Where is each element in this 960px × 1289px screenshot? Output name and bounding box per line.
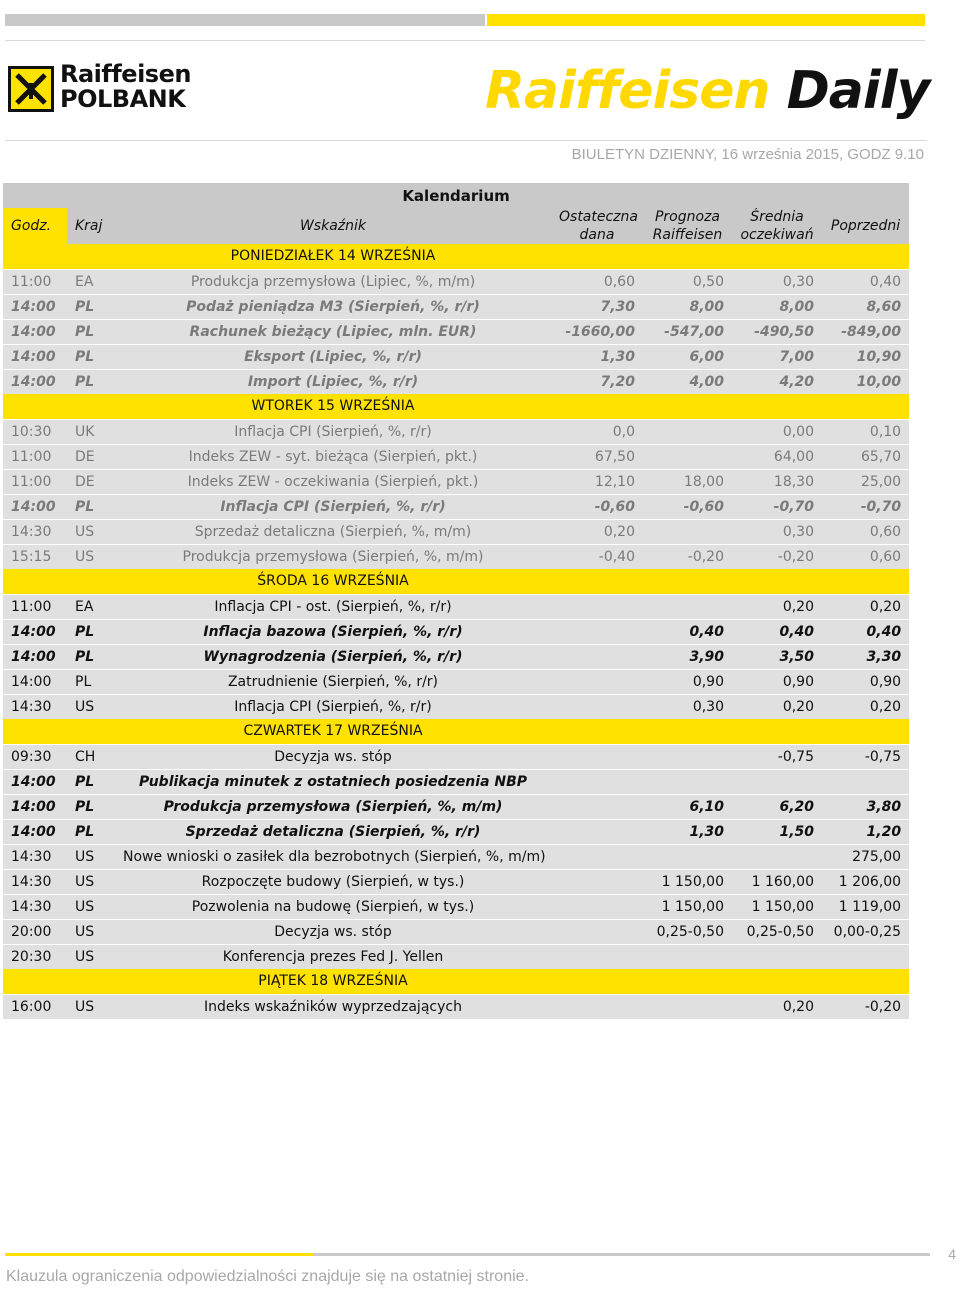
day-label: PIĄTEK 18 WRZEŚNIA	[115, 969, 551, 994]
cell-time: 09:30	[3, 744, 67, 769]
cell-previous: 0,20	[822, 594, 909, 619]
cell-time: 14:30	[3, 844, 67, 869]
cell-previous: 10,00	[822, 369, 909, 394]
cell-indicator: Sprzedaż detaliczna (Sierpień, %, r/r)	[115, 819, 551, 844]
table-row	[3, 744, 909, 769]
cell-previous: 275,00	[822, 844, 909, 869]
cell-indicator: Podaż pieniądza M3 (Sierpień, %, r/r)	[115, 294, 551, 319]
cell-indicator: Inflacja CPI (Sierpień, %, r/r)	[115, 419, 551, 444]
cell-time: 14:00	[3, 319, 67, 344]
cell-consensus: 0,20	[732, 594, 822, 619]
table-row	[3, 919, 909, 944]
cell-indicator: Rachunek bieżący (Lipiec, mln. EUR)	[115, 319, 551, 344]
cell-previous: 1 206,00	[822, 869, 909, 894]
cell-indicator: Nowe wnioski o zasiłek dla bezrobotnych (Sierpień, %, m/m)	[115, 844, 551, 869]
cell-indicator: Indeks ZEW - oczekiwania (Sierpień, pkt.)	[115, 469, 551, 494]
cell-country: PL	[67, 669, 115, 694]
cell-country: US	[67, 869, 115, 894]
cell-forecast: -0,60	[643, 494, 732, 519]
footer-bar-yellow	[5, 1253, 313, 1256]
cell-previous	[822, 944, 909, 969]
table-row	[3, 619, 909, 644]
cell-consensus: 8,00	[732, 294, 822, 319]
cell-forecast: 18,00	[643, 469, 732, 494]
col-header-time: Godz.	[3, 208, 67, 244]
cell-country: PL	[67, 819, 115, 844]
cell-indicator: Import (Lipiec, %, r/r)	[115, 369, 551, 394]
cell-actual	[551, 994, 643, 1019]
cell-forecast: 0,50	[643, 269, 732, 294]
cell-country: EA	[67, 594, 115, 619]
cell-consensus: 3,50	[732, 644, 822, 669]
cell-actual	[551, 769, 643, 794]
cell-country: US	[67, 919, 115, 944]
cell-actual	[551, 794, 643, 819]
cell-country: US	[67, 844, 115, 869]
cell-indicator: Konferencja prezes Fed J. Yellen	[115, 944, 551, 969]
cell-consensus: 0,20	[732, 994, 822, 1019]
top-divider	[5, 40, 925, 41]
header-divider	[5, 140, 927, 141]
cell-time: 14:30	[3, 894, 67, 919]
day-header-row	[3, 719, 909, 744]
cell-previous: -0,70	[822, 494, 909, 519]
cell-forecast: -547,00	[643, 319, 732, 344]
cell-consensus: -0,20	[732, 544, 822, 569]
raiffeisen-daily-title	[485, 56, 929, 126]
page-number: 4	[948, 1246, 956, 1262]
cell-indicator: Produkcja przemysłowa (Sierpień, %, m/m)	[115, 544, 551, 569]
cell-country: US	[67, 544, 115, 569]
cell-time: 11:00	[3, 269, 67, 294]
cell-actual	[551, 744, 643, 769]
cell-actual: 7,30	[551, 294, 643, 319]
cell-actual: -0,40	[551, 544, 643, 569]
cell-actual: 7,20	[551, 369, 643, 394]
cell-previous: 8,60	[822, 294, 909, 319]
table-row	[3, 594, 909, 619]
cell-forecast: 0,90	[643, 669, 732, 694]
table-row	[3, 519, 909, 544]
cell-consensus: 0,00	[732, 419, 822, 444]
cell-indicator: Decyzja ws. stóp	[115, 919, 551, 944]
table-row	[3, 944, 909, 969]
cell-consensus: 1 160,00	[732, 869, 822, 894]
table-row	[3, 794, 909, 819]
table-row	[3, 694, 909, 719]
cell-previous: 0,60	[822, 519, 909, 544]
cell-forecast: 6,00	[643, 344, 732, 369]
cell-consensus: 7,00	[732, 344, 822, 369]
cell-country: EA	[67, 269, 115, 294]
brand-part-1: Raiffeisen	[485, 61, 770, 121]
cell-forecast: 3,90	[643, 644, 732, 669]
cell-country: PL	[67, 794, 115, 819]
cell-time: 10:30	[3, 419, 67, 444]
cell-actual: 0,0	[551, 419, 643, 444]
cell-actual: 0,20	[551, 519, 643, 544]
cell-time: 15:15	[3, 544, 67, 569]
cell-time: 14:00	[3, 619, 67, 644]
cell-consensus: 0,90	[732, 669, 822, 694]
cell-time: 11:00	[3, 469, 67, 494]
cell-consensus: 64,00	[732, 444, 822, 469]
cell-actual: -0,60	[551, 494, 643, 519]
table-row	[3, 769, 909, 794]
cell-time: 14:30	[3, 519, 67, 544]
cell-indicator: Inflacja CPI (Sierpień, %, r/r)	[115, 494, 551, 519]
table-row	[3, 369, 909, 394]
day-header-row	[3, 569, 909, 594]
cell-country: PL	[67, 769, 115, 794]
day-label: ŚRODA 16 WRZEŚNIA	[115, 569, 551, 594]
table-row	[3, 469, 909, 494]
cell-actual: 1,30	[551, 344, 643, 369]
cell-time: 14:00	[3, 644, 67, 669]
cell-forecast: 6,10	[643, 794, 732, 819]
col-header-previous: Poprzedni	[822, 208, 909, 244]
cell-actual: 0,60	[551, 269, 643, 294]
cell-time: 14:00	[3, 294, 67, 319]
cell-indicator: Produkcja przemysłowa (Sierpień, %, m/m)	[115, 794, 551, 819]
cell-consensus	[732, 844, 822, 869]
cell-forecast: -0,20	[643, 544, 732, 569]
cell-forecast: 0,30	[643, 694, 732, 719]
cell-country: PL	[67, 644, 115, 669]
cell-previous: 0,40	[822, 619, 909, 644]
logo-line-2: POLBANK	[60, 85, 186, 113]
cell-previous: -849,00	[822, 319, 909, 344]
cell-time: 14:00	[3, 794, 67, 819]
cell-actual	[551, 894, 643, 919]
cell-indicator: Publikacja minutek z ostatniech posiedzenia NBP	[115, 769, 551, 794]
cell-country: PL	[67, 344, 115, 369]
cell-indicator: Indeks wskaźników wyprzedzających	[115, 994, 551, 1019]
cell-consensus: 0,30	[732, 519, 822, 544]
col-header-consensus: Średnia oczekiwań	[732, 208, 822, 244]
cell-consensus	[732, 769, 822, 794]
cell-previous: 0,90	[822, 669, 909, 694]
cell-country: US	[67, 894, 115, 919]
cell-country: PL	[67, 369, 115, 394]
cell-time: 14:30	[3, 694, 67, 719]
cell-country: PL	[67, 619, 115, 644]
table-row	[3, 319, 909, 344]
cell-consensus: 1 150,00	[732, 894, 822, 919]
cell-time: 14:00	[3, 819, 67, 844]
cell-actual: -1660,00	[551, 319, 643, 344]
cell-previous: 0,10	[822, 419, 909, 444]
cell-country: US	[67, 694, 115, 719]
cell-actual: 12,10	[551, 469, 643, 494]
cell-previous: -0,20	[822, 994, 909, 1019]
top-bar-gray	[5, 14, 485, 26]
cell-country: DE	[67, 444, 115, 469]
cell-forecast: 1 150,00	[643, 894, 732, 919]
cell-forecast: 4,00	[643, 369, 732, 394]
table-row	[3, 844, 909, 869]
logo-line-1: Raiffeisen	[60, 60, 191, 88]
cell-indicator: Eksport (Lipiec, %, r/r)	[115, 344, 551, 369]
cell-consensus: 4,20	[732, 369, 822, 394]
cell-actual	[551, 944, 643, 969]
cell-consensus: -490,50	[732, 319, 822, 344]
cell-indicator: Produkcja przemysłowa (Lipiec, %, m/m)	[115, 269, 551, 294]
cell-previous: 65,70	[822, 444, 909, 469]
cell-consensus: 0,20	[732, 694, 822, 719]
cell-forecast	[643, 519, 732, 544]
gable-cross-icon	[8, 66, 54, 112]
day-label: WTOREK 15 WRZEŚNIA	[115, 394, 551, 419]
cell-consensus	[732, 944, 822, 969]
cell-country: PL	[67, 294, 115, 319]
table-row	[3, 269, 909, 294]
cell-consensus: -0,70	[732, 494, 822, 519]
cell-consensus: 1,50	[732, 819, 822, 844]
cell-indicator: Rozpoczęte budowy (Sierpień, w tys.)	[115, 869, 551, 894]
cell-country: CH	[67, 744, 115, 769]
cell-previous: 1 119,00	[822, 894, 909, 919]
logo-wordmark	[60, 62, 191, 112]
cell-forecast	[643, 844, 732, 869]
table-row	[3, 494, 909, 519]
cell-country: US	[67, 519, 115, 544]
table-row	[3, 819, 909, 844]
cell-previous: 1,20	[822, 819, 909, 844]
cell-previous: -0,75	[822, 744, 909, 769]
cell-time: 14:00	[3, 369, 67, 394]
cell-time: 14:00	[3, 669, 67, 694]
cell-indicator: Indeks ZEW - syt. bieżąca (Sierpień, pkt.)	[115, 444, 551, 469]
cell-previous: 0,60	[822, 544, 909, 569]
cell-previous	[822, 769, 909, 794]
table-row	[3, 994, 909, 1019]
calendar-table	[3, 183, 909, 1019]
table-row	[3, 294, 909, 319]
cell-country: US	[67, 994, 115, 1019]
cell-time: 20:30	[3, 944, 67, 969]
cell-forecast: 1 150,00	[643, 869, 732, 894]
cell-actual: 67,50	[551, 444, 643, 469]
cell-time: 16:00	[3, 994, 67, 1019]
cell-time: 14:00	[3, 494, 67, 519]
col-header-indicator: Wskaźnik	[115, 208, 551, 244]
bulletin-date: BIULETYN DZIENNY, 16 września 2015, GODZ 9.10	[571, 146, 924, 163]
table-row	[3, 669, 909, 694]
cell-previous: 0,00-0,25	[822, 919, 909, 944]
table-row	[3, 544, 909, 569]
cell-forecast	[643, 744, 732, 769]
cell-time: 14:00	[3, 344, 67, 369]
raiffeisen-polbank-logo	[8, 60, 191, 116]
cell-actual	[551, 844, 643, 869]
cell-forecast	[643, 594, 732, 619]
cell-consensus: 0,40	[732, 619, 822, 644]
cell-indicator: Inflacja CPI (Sierpień, %, r/r)	[115, 694, 551, 719]
top-bar-yellow	[487, 14, 925, 26]
cell-forecast: 1,30	[643, 819, 732, 844]
table-row	[3, 869, 909, 894]
cell-forecast: 0,40	[643, 619, 732, 644]
cell-forecast	[643, 994, 732, 1019]
cell-country: UK	[67, 419, 115, 444]
cell-indicator: Decyzja ws. stóp	[115, 744, 551, 769]
cell-previous: 0,20	[822, 694, 909, 719]
cell-indicator: Inflacja CPI - ost. (Sierpień, %, r/r)	[115, 594, 551, 619]
cell-time: 14:30	[3, 869, 67, 894]
cell-indicator: Pozwolenia na budowę (Sierpień, w tys.)	[115, 894, 551, 919]
table-row	[3, 644, 909, 669]
cell-actual	[551, 919, 643, 944]
disclaimer-text: Klauzula ograniczenia odpowiedzialności znajduje się na ostatniej stronie.	[6, 1268, 529, 1285]
cell-actual	[551, 594, 643, 619]
cell-country: US	[67, 944, 115, 969]
table-row	[3, 344, 909, 369]
cell-forecast	[643, 444, 732, 469]
col-header-actual: Ostateczna dana	[551, 208, 643, 244]
cell-consensus: 0,30	[732, 269, 822, 294]
cell-actual	[551, 819, 643, 844]
cell-country: PL	[67, 319, 115, 344]
day-label: CZWARTEK 17 WRZEŚNIA	[115, 719, 551, 744]
cell-time: 11:00	[3, 594, 67, 619]
calendar-title: Kalendarium	[3, 183, 909, 208]
cell-previous: 3,80	[822, 794, 909, 819]
cell-forecast: 0,25-0,50	[643, 919, 732, 944]
cell-actual	[551, 869, 643, 894]
cell-country: PL	[67, 494, 115, 519]
cell-forecast	[643, 944, 732, 969]
cell-previous: 10,90	[822, 344, 909, 369]
day-header-row	[3, 969, 909, 994]
table-row	[3, 444, 909, 469]
cell-consensus: 0,25-0,50	[732, 919, 822, 944]
cell-previous: 0,40	[822, 269, 909, 294]
cell-forecast	[643, 419, 732, 444]
calendar-body	[3, 244, 909, 1019]
cell-consensus: -0,75	[732, 744, 822, 769]
cell-previous: 3,30	[822, 644, 909, 669]
cell-country: DE	[67, 469, 115, 494]
cell-forecast: 8,00	[643, 294, 732, 319]
cell-indicator: Inflacja bazowa (Sierpień, %, r/r)	[115, 619, 551, 644]
cell-indicator: Wynagrodzenia (Sierpień, %, r/r)	[115, 644, 551, 669]
table-row	[3, 419, 909, 444]
cell-consensus: 6,20	[732, 794, 822, 819]
table-row	[3, 894, 909, 919]
cell-forecast	[643, 769, 732, 794]
cell-time: 20:00	[3, 919, 67, 944]
day-header-row	[3, 244, 909, 269]
cell-actual	[551, 669, 643, 694]
cell-actual	[551, 619, 643, 644]
col-header-forecast: Prognoza Raiffeisen	[643, 208, 732, 244]
col-header-country: Kraj	[67, 208, 115, 244]
cell-actual	[551, 644, 643, 669]
cell-indicator: Sprzedaż detaliczna (Sierpień, %, m/m)	[115, 519, 551, 544]
brand-part-2: Daily	[786, 61, 930, 121]
cell-previous: 25,00	[822, 469, 909, 494]
cell-time: 14:00	[3, 769, 67, 794]
cell-consensus: 18,30	[732, 469, 822, 494]
cell-time: 11:00	[3, 444, 67, 469]
day-label: PONIEDZIAŁEK 14 WRZEŚNIA	[115, 244, 551, 269]
cell-indicator: Zatrudnienie (Sierpień, %, r/r)	[115, 669, 551, 694]
day-header-row	[3, 394, 909, 419]
cell-actual	[551, 694, 643, 719]
